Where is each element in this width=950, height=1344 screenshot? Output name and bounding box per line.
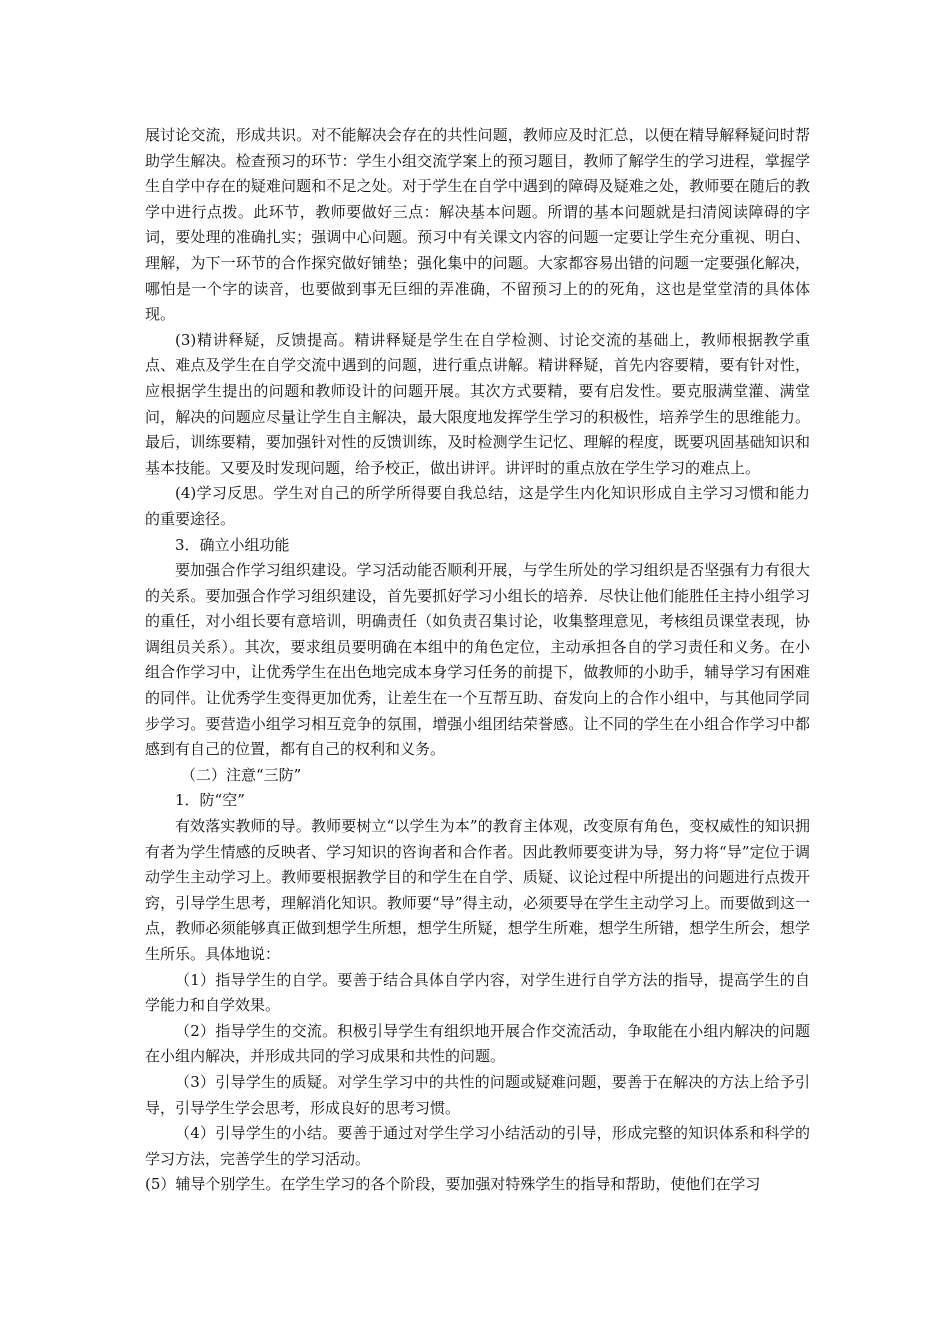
list-item-guide-self-study: （1）指导学生的自学。要善于结合具体自学内容，对学生进行自学方法的指导，提高学生的自学能力和自学效果。	[145, 970, 810, 1015]
list-item-guide-communication: （2）指导学生的交流。积极引导学生有组织地开展合作交流活动，争取能在小组内解决的问题在小组内解决，并形成共同的学习成果和共性的问题。	[145, 1021, 810, 1066]
list-item-guide-summary: （4）引导学生的小结。要善于通过对学生学习小结活动的引导，形成完整的知识体系和科学的学习方法，完善学生的学习活动。	[145, 1124, 810, 1168]
list-item-tutor-individuals: (5）辅导个别学生。在学生学习的各个阶段，要加强对特殊学生的指导和帮助，使他们在学习	[145, 1175, 761, 1194]
section-heading-group-function: 3．确立小组功能	[175, 535, 290, 554]
paragraph-continuation: 展讨论交流，形成共识。对不能解决会存在的共性问题，教师应及时汇总，以便在精导解释疑问时帮助学生解决。检查预习的环节：学生小组交流学案上的预习题目，教师了解学生的学习进程，掌握学生自学中存在的疑难问题和不足之处。对于学生在自学中遇到的障碍及疑难之处，教师要在随后的教学中进行点拨。此环节，教师要做好三点：解决基本问题。所谓的基本问题就是扫清阅读障碍的字词，要处理的准确扎实；强调中心问题。预习中有关课文内容的问题一定要让学生充分重视、明白、理解，为下一环节的合作探究做好铺垫；强化集中的问题。大家都容易出错的问题一定要强化解决，哪怕是一个字的读音，也要做到事无巨细的弄准确，不留预习上的的死角，这也是堂堂清的具体体现。	[145, 126, 810, 324]
paragraph-teacher-guidance: 有效落实教师的导。教师要树立“以学生为本”的教育主体观，改变原有角色，变权威性的知识拥有者为学生情感的反映者、学习知识的咨询者和合作者。因此教师要变讲为导，努力将“导”定位于调动学生主动学习上。教师要根据教学目的和学生在自学、质疑、议论过程中所提出的问题进行点拨开窍，引导学生思考，理解消化知识。教师要“导”得主动，必须要导在学生主动学习上。而要做到这一点，教师必须能够真正做到想学生所想，想学生所疑，想学生所难，想学生所错，想学生所会，想学生所乐。具体地说：	[145, 817, 810, 963]
section-heading-three-preventions: （二）注意“三防”	[181, 765, 302, 784]
paragraph-precise-explanation: (3)精讲释疑，反馈提高。精讲释疑是学生在自学检测、讨论交流的基础上，教师根据教学重点、难点及学生在自学交流中遇到的问题，进行重点讲解。精讲释疑，首先内容要精，要有针对性，应根据学生提出的问题和教师设计的问题开展。其次方式要精，要有启发性。要克服满堂灌、满堂问，解决的问题应尽量让学生自主解决，最大限度地发挥学生学习的积极性，培养学生的思维能力。最后，训练要精，要加强针对性的反馈训练，及时检测学生记忆、理解的程度，既要巩固基础知识和基本技能。又要及时发现问题，给予校正，做出讲评。讲评时的重点放在学生学习的难点上。	[145, 330, 810, 477]
list-item-guide-questioning: （3）引导学生的质疑。对学生学习中的共性的问题或疑难问题，要善于在解决的方法上给予引导，引导学生学会思考，形成良好的思考习惯。	[145, 1072, 810, 1117]
paragraph-learning-reflection: (4)学习反思。学生对自己的所学所得要自我总结，这是学生内化知识形成自主学习习惯和能力的重要途径。	[145, 484, 810, 528]
subsection-heading-prevent-empty: 1．防“空”	[175, 791, 245, 810]
paragraph-group-organization: 要加强合作学习组织建设。学习活动能否顺利开展，与学生所处的学习组织是否坚强有力有很大的关系。要加强合作学习组织建设，首先要抓好学习小组长的培养．尽快让他们能胜任主持小组学习的重任，对小组长要有意培训，明确责任（如负责召集讨论，收集整理意见，考核组员课堂表现，协调组员关系）。其次，要求组员要明确在本组中的角色定位，主动承担各自的学习责任和义务。在小组合作学习中，让优秀学生在出色地完成本身学习任务的前提下，做教师的小助手，辅导学习有困难的同伴。让优秀学生变得更加优秀，让差生在一个互帮互助、奋发向上的合作小组中，与其他同学同步学习。要营造小组学习相互竞争的氛围，增强小组团结荣誉感。让不同的学生在小组合作学习中都感到有自己的位置，都有自己的权利和义务。	[145, 561, 810, 759]
document-page	[145, 123, 810, 1198]
